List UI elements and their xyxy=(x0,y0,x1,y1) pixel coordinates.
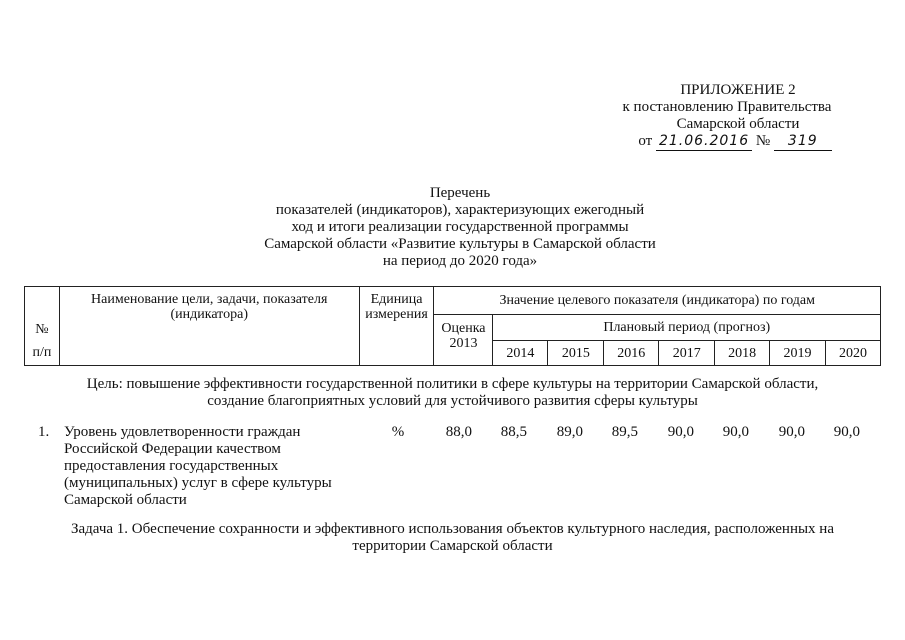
annex-title: ПРИЛОЖЕНИЕ 2 xyxy=(680,82,796,98)
task-line-1: Задача 1. Обеспечение сохранности и эффективного использования объектов культурного наследия, расположенных на xyxy=(70,521,834,537)
header-year: 2017 xyxy=(659,341,715,366)
indicator-table-header xyxy=(24,286,881,366)
row-indicator-name xyxy=(64,424,364,509)
title-line-4: Самарской области «Развитие культуры в Самарской области xyxy=(264,236,656,252)
title-line-5: на период до 2020 года» xyxy=(382,253,538,269)
annex-number-label: № xyxy=(755,133,771,149)
row-value-2017: 90,0 xyxy=(667,424,694,440)
annex-date-handwritten: 21.06.2016 xyxy=(656,133,752,151)
header-num-sub: п/п xyxy=(32,345,52,360)
header-name: Наименование цели, задачи, показателя (индикатора) xyxy=(59,287,359,366)
header-estimate: Оценка 2013 xyxy=(434,315,493,366)
row-value-2018: 90,0 xyxy=(722,424,749,440)
row-number: 1. xyxy=(38,424,50,440)
row-name-line: Российской Федерации качеством xyxy=(64,441,281,457)
task-line-2: территории Самарской области xyxy=(352,538,553,554)
header-year: 2015 xyxy=(548,341,604,366)
row-name-line: предоставления государственных xyxy=(64,458,279,474)
row-value-2016: 89,5 xyxy=(611,424,638,440)
title-line-2: показателей (индикаторов), характеризующих ежегодный xyxy=(275,202,645,218)
document-title xyxy=(160,185,760,270)
header-num: № xyxy=(35,322,49,337)
header-year: 2014 xyxy=(493,341,548,366)
goal-line-2: создание благоприятных условий для устойчивого развития сферы культуры xyxy=(207,393,698,409)
header-unit: Единица измерения xyxy=(359,287,434,366)
row-name-line: Самарской области xyxy=(64,492,187,508)
header-value: Значение целевого показателя (индикатора) по годам xyxy=(434,287,881,315)
header-year: 2016 xyxy=(604,341,659,366)
row-name-line: Уровень удовлетворенности граждан xyxy=(64,424,301,440)
task-text xyxy=(24,521,881,555)
row-name-line: (муниципальных) услуг в сфере культуры xyxy=(64,475,332,491)
title-line-3: ход и итоги реализации государственной программы xyxy=(291,219,629,235)
annex-header xyxy=(618,82,858,151)
annex-number-handwritten: 319 xyxy=(774,133,832,151)
goal-text xyxy=(24,376,881,410)
annex-resolution: к постановлению Правительства xyxy=(622,99,832,115)
row-value-2013: 88,0 xyxy=(445,424,472,440)
annex-from-label: от xyxy=(638,133,653,149)
annex-region: Самарской области xyxy=(676,116,800,132)
row-value-2019: 90,0 xyxy=(778,424,805,440)
row-value-2014: 88,5 xyxy=(500,424,527,440)
row-unit: % xyxy=(391,424,405,440)
row-value-2015: 89,0 xyxy=(556,424,583,440)
annex-date-line xyxy=(612,133,858,151)
header-plan: Плановый период (прогноз) xyxy=(493,315,881,341)
header-year: 2019 xyxy=(770,341,826,366)
row-value-2020: 90,0 xyxy=(833,424,860,440)
title-line-1: Перечень xyxy=(429,185,491,201)
header-year: 2020 xyxy=(826,341,881,366)
header-year: 2018 xyxy=(715,341,770,366)
header-num-cell xyxy=(25,287,60,366)
goal-line-1: Цель: повышение эффективности государственной политики в сфере культуры на территории Самарской области, xyxy=(86,376,819,392)
